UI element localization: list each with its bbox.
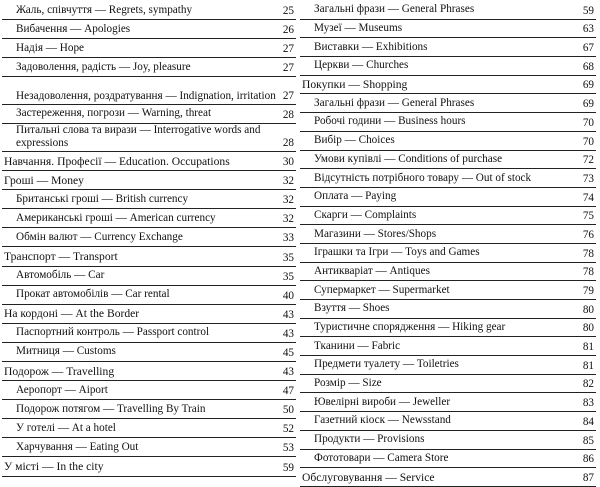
toc-section-title: На кордоні — At the Border [4,307,140,321]
toc-section-title: Транспорт — Transport [4,249,118,263]
toc-entry-page: 32 [282,213,294,226]
toc-entry-title: Розмір — Size [314,377,382,390]
toc-entry-page: 25 [282,5,294,18]
toc-section[interactable] [2,171,296,190]
toc-entry-page: 69 [582,98,594,111]
toc-entry-page: 59 [582,4,594,17]
toc-section-title: Обслуговування — Service [302,470,435,484]
toc-entry-page: 70 [582,135,594,148]
toc-entry-page: 86 [582,453,594,466]
toc-entry-page: 32 [282,194,294,207]
toc-entry-page: 76 [582,228,594,241]
toc-entry-page: 75 [582,210,594,223]
toc-entry-page: 45 [282,347,294,359]
toc-entry-page: 50 [282,404,294,417]
toc-section-title: Гроші — Money [4,173,84,187]
toc-entry-page: 47 [282,385,294,398]
toc-entry-page: 67 [582,42,594,55]
toc-entry[interactable] [300,263,596,282]
toc-section-title: Навчання. Професії — Education. Occupations [4,154,230,168]
toc-entry-title: Ювелірні вироби — Jeweller [314,395,451,408]
toc-entry[interactable] [300,113,596,132]
toc-entry-page: 72 [582,154,594,167]
toc-entry-title: Взуття — Shoes [314,302,390,315]
toc-entry-title: Оплата — Paying [314,190,397,203]
toc-entry-title: Супермаркет — Supermarket [314,283,450,296]
toc-entry[interactable] [2,324,296,343]
toc-entry-page: 35 [282,270,294,283]
toc-entry-title: Музеї — Museums [314,22,403,35]
toc-entry[interactable] [2,419,296,438]
toc-entry[interactable] [2,124,296,152]
toc-entry[interactable] [2,343,296,362]
toc-entry-page: 27 [282,43,294,56]
toc-entry[interactable] [300,132,596,151]
toc-entry-page: 70 [582,116,594,129]
toc-entry[interactable] [300,225,596,244]
toc-entry[interactable] [300,281,596,300]
toc-entry-page: 85 [582,434,594,447]
toc-entry-page: 79 [582,285,594,297]
toc-entry-title: Незадоволення, роздратування — Indignation, irritation [16,89,276,102]
toc-entry[interactable] [2,286,296,305]
toc-section-page: 43 [282,308,294,321]
toc-entry-page: 43 [282,327,294,340]
toc-entry[interactable] [2,438,296,457]
toc-entry-page: 82 [582,378,594,391]
toc-entry-page: 63 [582,23,594,36]
toc-entry[interactable] [300,94,596,113]
toc-entry-title: Харчування — Eating Out [16,440,139,453]
toc-section-page: 69 [582,79,594,92]
toc-section[interactable] [2,247,296,266]
toc-right-column [300,1,596,487]
toc-entry[interactable] [2,267,296,286]
toc-entry[interactable] [300,151,596,170]
toc-entry-title: Паспортний контроль — Passport control [16,326,210,339]
toc-entry[interactable] [300,57,596,76]
toc-entry-title: Виставки — Exhibitions [314,40,428,53]
toc-entry-title: Іграшки та Ігри — Toys and Games [314,246,480,259]
toc-entry-page: 28 [282,108,294,121]
toc-entry[interactable] [300,188,596,207]
toc-entry[interactable] [300,356,596,375]
toc-entry-page: 80 [582,303,594,316]
toc-entry-title: Американські гроші — American currency [16,211,216,224]
toc-entry[interactable] [300,207,596,226]
toc-entry-page: 27 [282,89,294,102]
toc-section-page: 87 [582,471,594,484]
toc-entry[interactable] [2,190,296,209]
toc-entry[interactable] [300,337,596,356]
toc-entry-title: Питальні слова та вирази — Interrogative words and expressions [16,123,261,149]
toc-entry-title: Фототовари — Camera Store [314,451,449,464]
toc-section[interactable] [2,152,296,171]
toc-entry-page: 81 [582,359,594,372]
toc-section[interactable] [2,457,296,476]
toc-entry-title: Застереження, погрози — Warning, threat [16,107,212,120]
toc-entry-title: Вибір — Choices [314,134,395,147]
toc-entry-page: 40 [282,289,294,302]
toc-entry-title: Автомобіль — Car [16,269,105,282]
toc-entry[interactable] [300,38,596,57]
toc-entry-title: Обмін валют — Currency Exchange [16,230,183,243]
toc-section[interactable] [2,362,296,381]
toc-entry-page: 78 [582,247,594,260]
toc-entry-page: 83 [582,397,594,410]
toc-section-page: 30 [282,156,294,169]
toc-entry-page: 27 [282,62,294,75]
toc-entry[interactable] [2,77,296,105]
toc-entry-title: Туристичне спорядження — Hiking gear [314,321,506,334]
toc-entry-title: Церкви — Churches [314,59,409,72]
toc-entry-page: 73 [582,172,594,185]
toc-entry-title: Антикваріат — Antiques [314,264,430,277]
toc-entry[interactable] [300,1,596,20]
toc-section-title: Подорож — Travelling [4,364,115,378]
toc-section-page: 59 [282,461,294,474]
toc-entry-page: 53 [282,442,294,455]
toc-entry[interactable] [300,319,596,338]
toc-section-page: 32 [282,175,294,188]
toc-entry-page: 28 [282,136,294,149]
toc-entry[interactable] [300,450,596,469]
toc-entry-page: 84 [582,415,594,428]
toc-entry-title: Загальні фрази — General Phrases [314,3,475,16]
toc-entry-page: 26 [282,24,294,37]
toc-entry-title: Предмети туалету — Toiletries [314,358,459,371]
toc-section-title: У місті — In the city [4,460,104,474]
toc-entry[interactable] [300,393,596,412]
toc-entry[interactable] [2,381,296,400]
toc-entry-title: Митниця — Customs [16,345,116,358]
toc-section[interactable] [300,468,596,487]
toc-entry-title: Подорож потягом — Travelling By Train [16,402,206,415]
toc-entry[interactable] [300,300,596,319]
toc-entry-title: Продукти — Provisions [314,433,425,446]
toc-entry[interactable] [2,228,296,247]
toc-entry-title: Прокат автомобілів — Car rental [16,288,170,301]
toc-entry-page: 80 [582,322,594,335]
toc-entry-title: Надія — Hope [16,41,85,54]
toc-entry[interactable] [2,39,296,58]
toc-entry[interactable] [2,20,296,39]
toc-entry-page: 74 [582,191,594,204]
toc-section-page: 43 [282,366,294,379]
toc-entry-page: 68 [582,60,594,73]
toc-entry-title: Скарги — Complaints [314,208,417,221]
toc-entry-title: У готелі — At a hotel [16,421,116,434]
toc-entry-title: Жаль, співчуття — Regrets, sympathy [16,3,193,16]
toc-entry-title: Магазини — Stores/Shops [314,227,437,240]
toc-entry-title: Відсутність потрібного товару — Out of stock [314,171,532,184]
toc-section[interactable] [2,305,296,324]
toc-entry[interactable] [300,244,596,263]
toc-entry-page: 52 [282,423,294,436]
toc-entry-title: Задоволення, радість — Joy, pleasure [16,60,191,73]
toc-entry[interactable] [300,412,596,431]
toc-entry-page: 33 [282,232,294,245]
toc-entry[interactable] [300,20,596,39]
toc-left-column [2,1,296,477]
toc-entry[interactable] [2,400,296,419]
toc-entry-title: Загальні фрази — General Phrases [314,96,475,109]
toc-entry-page: 81 [582,341,594,354]
toc-entry-title: Аеропорт — Aiport [16,383,108,396]
toc-section[interactable] [300,76,596,95]
toc-entry[interactable] [2,105,296,124]
toc-entry-title: Тканини — Fabric [314,339,401,352]
toc-entry[interactable] [2,209,296,228]
toc-entry-title: Вибачення — Apologies [16,22,131,35]
toc-entry-title: Умови купівлі — Conditions of purchase [314,152,503,165]
toc-entry[interactable] [2,58,296,77]
toc-section-title: Покупки — Shopping [302,78,408,92]
toc-entry-title: Газетний кіоск — Newsstand [314,414,451,427]
toc-entry-page: 78 [582,266,594,279]
toc-section-page: 35 [282,251,294,264]
toc-entry-title: Британські гроші — British currency [16,192,189,205]
toc-entry[interactable] [300,169,596,188]
toc-entry-title: Робочі години — Business hours [314,115,466,128]
toc-entry[interactable] [300,375,596,394]
toc-entry[interactable] [2,1,296,20]
toc-entry[interactable] [300,431,596,450]
